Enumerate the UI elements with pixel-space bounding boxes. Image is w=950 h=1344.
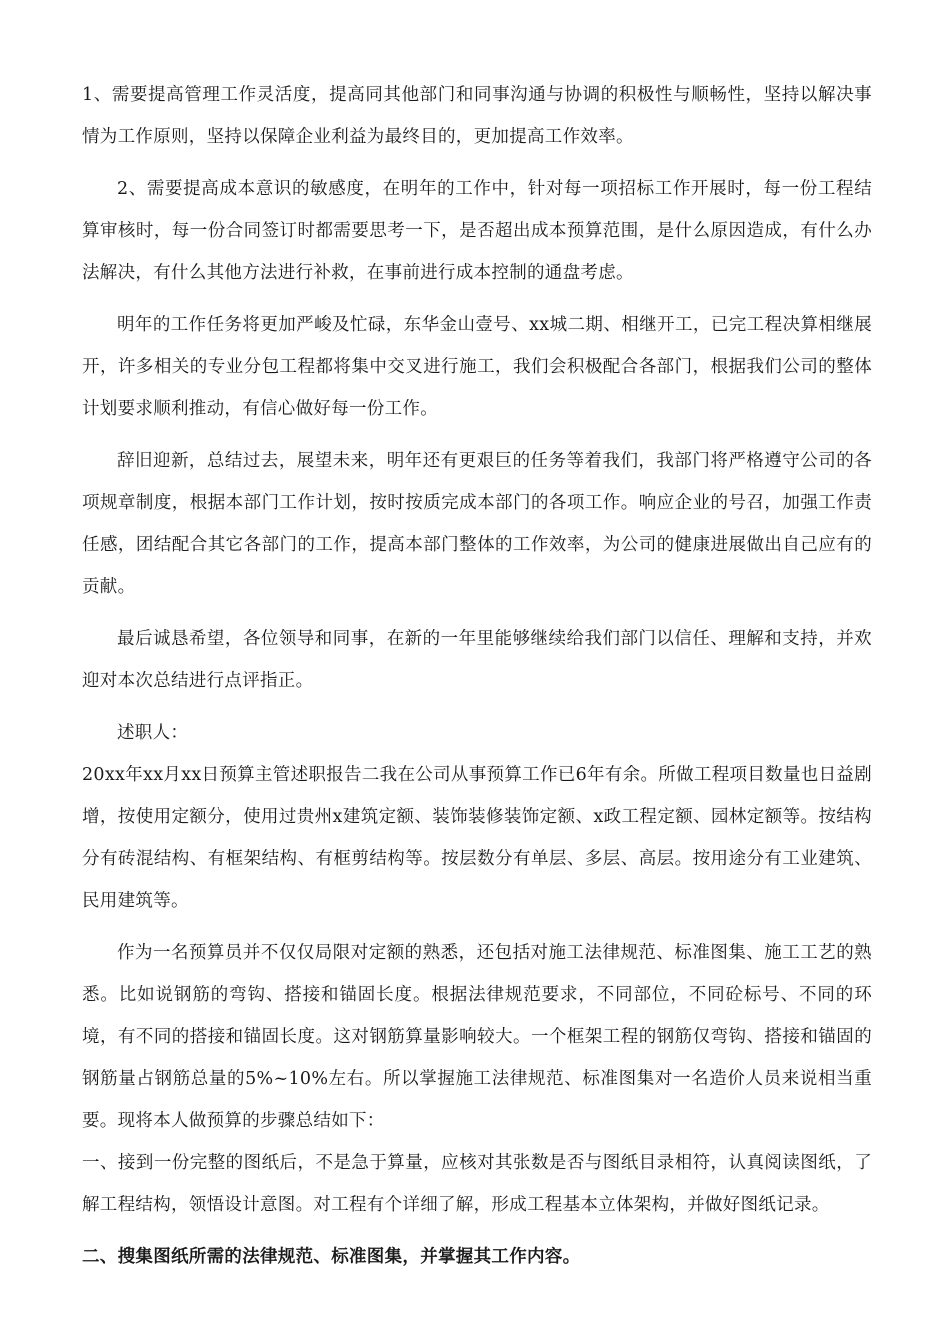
paragraph-management-flexibility: 1、需要提高管理工作灵活度，提高同其他部门和同事沟通与协调的积极性与顺畅性，坚持以解决事情为工作原则，坚持以保障企业利益为最终目的，更加提高工作效率。 — [82, 85, 872, 147]
paragraph-closing-wish: 最后诚恳希望，各位领导和同事，在新的一年里能够继续给我们部门以信任、理解和支持，并欢迎对本次总结进行点评指正。 — [82, 629, 872, 691]
paragraph-step-one: 一、接到一份完整的图纸后，不是急于算量，应核对其张数是否与图纸目录相符，认真阅读图纸，了解工程结构，领悟设计意图。对工程有个详细了解，形成工程基本立体架构，并做好图纸记录。 — [82, 1153, 872, 1215]
heading-step-two: 二、搜集图纸所需的法律规范、标准图集，并掌握其工作内容。 — [82, 1247, 581, 1267]
paragraph-next-year-tasks: 明年的工作任务将更加严峻及忙碌，东华金山壹号、xx城二期、相继开工，已完工程决算相继展开，许多相关的专业分包工程都将集中交叉进行施工，我们会积极配合各部门，根据我们公司的整体计划要求顺利推动，有信心做好每一份工作。 — [82, 315, 872, 419]
paragraph-budget-knowledge: 作为一名预算员并不仅仅局限对定额的熟悉，还包括对施工法律规范、标准图集、施工工艺的熟悉。比如说钢筋的弯钩、搭接和锚固长度。根据法律规范要求，不同部位，不同砼标号、不同的环境，有不同的搭接和锚固长度。这对钢筋算量影响较大。一个框架工程的钢筋仅弯钩、搭接和锚固的钢筋量占钢筋总量的5%~10%左右。所以掌握施工法律规范、标准图集对一名造价人员来说相当重要。现将本人做预算的步骤总结如下： — [82, 943, 872, 1131]
paragraph-cost-awareness: 2、需要提高成本意识的敏感度，在明年的工作中，针对每一项招标工作开展时，每一份工程结算审核时，每一份合同签订时都需要思考一下，是否超出成本预算范围，是什么原因造成，有什么办法解决，有什么其他方法进行补救，在事前进行成本控制的通盘考虑。 — [82, 179, 872, 283]
paragraph-report-two-intro: 20xx年xx月xx日预算主管述职报告二我在公司从事预算工作已6年有余。所做工程项目数量也日益剧增，按使用定额分，使用过贵州x建筑定额、装饰装修装饰定额、x政工程定额、园林定额等。按结构分有砖混结构、有框架结构、有框剪结构等。按层数分有单层、多层、高层。按用途分有工业建筑、民用建筑等。 — [82, 765, 872, 911]
document-page — [82, 74, 872, 1288]
paragraph-new-year-outlook: 辞旧迎新，总结过去，展望未来，明年还有更艰巨的任务等着我们，我部门将严格遵守公司的各项规章制度，根据本部门工作计划，按时按质完成本部门的各项工作。响应企业的号召，加强工作责任感，团结配合其它各部门的工作，提高本部门整体的工作效率，为公司的健康进展做出自己应有的贡献。 — [82, 451, 872, 597]
signature-label: 述职人： — [117, 723, 189, 743]
